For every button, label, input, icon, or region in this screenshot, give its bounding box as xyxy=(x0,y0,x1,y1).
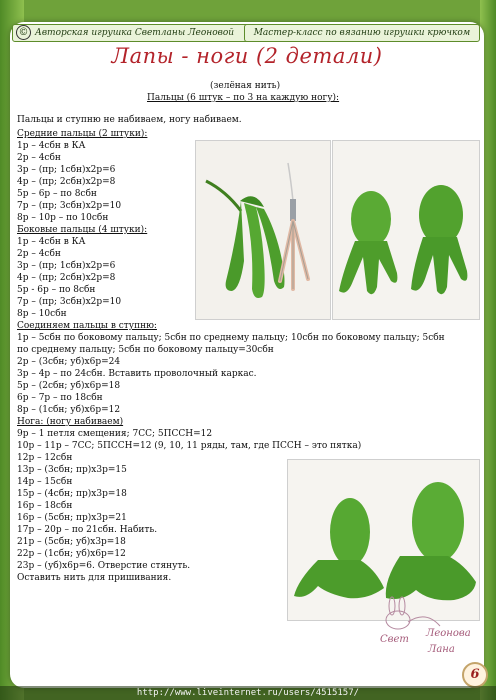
leg-row: Оставить нить для пришивания. xyxy=(17,573,172,583)
header-author-text: Авторская игрушка Светланы Леоновой xyxy=(35,28,235,38)
leg-row: 9р – 1 петля смещения; 7СС; 5ПССН=12 xyxy=(17,429,213,439)
foot-row: 5р – (2сбн; уб)х6р=18 xyxy=(17,381,121,391)
foot-row: 3р – 4р – по 24сбн. Вставить проволочный каркас. xyxy=(17,369,257,379)
leg-row: 16р – 18сбн xyxy=(17,501,73,511)
document-page xyxy=(10,22,484,688)
middle-row: 2р – 4сбн xyxy=(17,153,61,163)
photo-two-feet xyxy=(332,140,480,320)
middle-row: 8р – 10р – по 10сбн xyxy=(17,213,109,223)
middle-row: 5р – 6р – по 8сбн xyxy=(17,189,97,199)
side-fingers-heading: Боковые пальцы (4 штуки): xyxy=(17,225,148,235)
signature-second: Леонова xyxy=(426,628,471,639)
signature-first: Свет xyxy=(380,634,409,645)
page-number-badge: 6 xyxy=(462,662,488,688)
leg-row: 10р – 11р – 7СС; 5ПССН=12 (9, 10, 11 ряды, там, где ПССН – это пятка) xyxy=(17,441,362,451)
side-row: 5р - 6р – по 8сбн xyxy=(17,285,96,295)
middle-fingers-heading: Средние пальцы (2 штуки): xyxy=(17,129,148,139)
leg-row: 21р – (5сбн; уб)х3р=18 xyxy=(17,537,126,547)
foot-row-1-line-1: 1р – 5сбн по боковому пальцу; 5сбн по среднему пальцу; 10сбн по боковому пальцу; 5сбн xyxy=(17,333,445,343)
leg-row: 16р – (5сбн; пр)х3р=21 xyxy=(17,513,127,523)
leg-row: 12р – 12сбн xyxy=(17,453,73,463)
footer-url[interactable]: http://www.liveinternet.ru/users/4515157/ xyxy=(0,686,496,700)
photo-fingers-and-wire xyxy=(195,140,331,320)
foot-heading: Соединяем пальцы в ступню: xyxy=(17,321,157,331)
fingers-wire-illustration xyxy=(196,141,330,319)
side-row: 2р – 4сбн xyxy=(17,249,61,259)
header-masterclass-banner xyxy=(244,24,480,42)
header-author-banner xyxy=(12,24,258,42)
foot-row: 8р – (1сбн; уб)х6р=12 xyxy=(17,405,121,415)
leg-row: 17р – 20р – по 21сбн. Набить. xyxy=(17,525,158,535)
leg-row: 23р – (уб)х6р=6. Отверстие стянуть. xyxy=(17,561,191,571)
side-row: 4р – (пр; 2сбн)х2р=8 xyxy=(17,273,116,283)
stuffing-note: Пальцы и ступню не набиваем, ногу набиваем. xyxy=(17,115,242,125)
leg-heading: Нога: (ногу набиваем) xyxy=(17,417,124,427)
two-feet-illustration xyxy=(333,141,479,319)
side-row: 8р – 10сбн xyxy=(17,309,67,319)
bunny-logo-icon xyxy=(368,596,448,636)
yarn-note: (зелёная нить) xyxy=(210,81,281,91)
middle-row: 7р – (пр; 3сбн)х2р=10 xyxy=(17,201,122,211)
leg-row: 14р – 15сбн xyxy=(17,477,73,487)
side-row: 1р – 4сбн в КА xyxy=(17,237,86,247)
foot-row-1-line-2: по среднему пальцу; 5сбн по боковому пальцу=30сбн xyxy=(17,345,274,355)
middle-row: 1р – 4сбн в КА xyxy=(17,141,86,151)
leg-row: 22р – (1сбн; уб)х6р=12 xyxy=(17,549,126,559)
middle-row: 4р – (пр; 2сбн)х2р=8 xyxy=(17,177,116,187)
fingers-heading: Пальцы (6 штук – по 3 на каждую ногу): xyxy=(147,93,340,103)
leg-row: 13р – (3сбн; пр)х3р=15 xyxy=(17,465,127,475)
copyright-icon: © xyxy=(16,25,31,40)
middle-row: 3р – (пр; 1сбн)х2р=6 xyxy=(17,165,116,175)
side-row: 7р – (пр; 3сбн)х2р=10 xyxy=(17,297,122,307)
foot-row: 6р – 7р – по 18сбн xyxy=(17,393,103,403)
page-title: Лапы - ноги (2 детали) xyxy=(111,44,383,68)
side-row: 3р – (пр; 1сбн)х2р=6 xyxy=(17,261,116,271)
leg-row: 15р – (4сбн; пр)х3р=18 xyxy=(17,489,127,499)
header-masterclass-text: Мастер-класс по вязанию игрушки крючком xyxy=(253,28,471,38)
foot-row: 2р – (3сбн; уб)х6р=24 xyxy=(17,357,121,367)
signature-third: Лана xyxy=(428,644,455,655)
